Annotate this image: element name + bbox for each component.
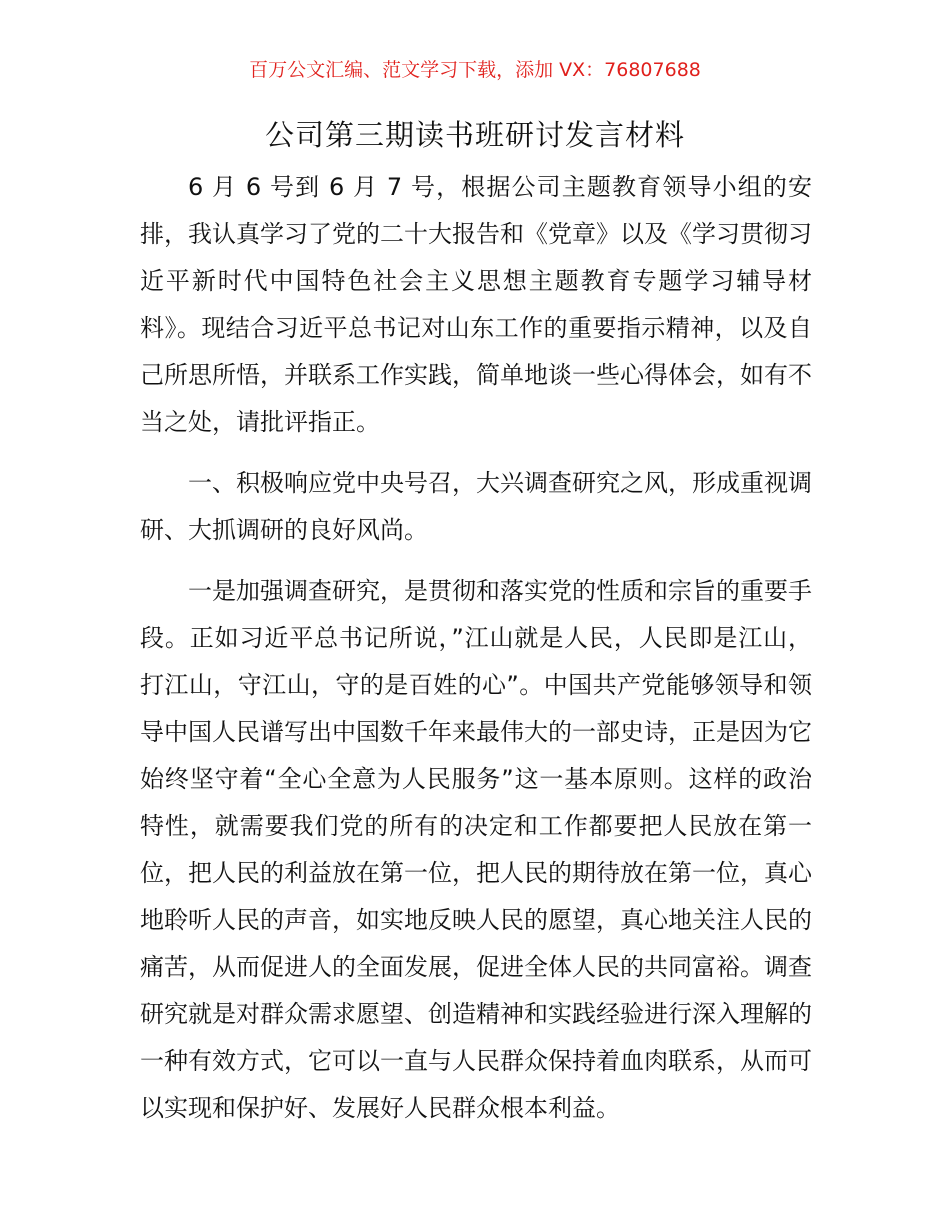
document-body xyxy=(140,164,812,1132)
document-title: 公司第三期读书班研讨发言材料 xyxy=(264,118,685,152)
paragraph-point-one: 一是加强调查研究，是贯彻和落实党的性质和宗旨的重要手段。正如习近平总书记所说，”江山就是人民，人民即是江山，打江山，守江山，守的是百姓的心”。中国共产党能够领导和领导中国人民谱写出中国数千年来最伟大的一部史诗，正是因为它始终坚守着“全心全意为人民服务”这一基本原则。这样的政治特性，就需要我们党的所有的决定和工作都要把人民放在第一位，把人民的利益放在第一位，把人民的期待放在第一位，真心地聆听人民的声音，如实地反映人民的愿望，真心地关注人民的痛苦，从而促进人的全面发展，促进全体人民的共同富裕。调查研究就是对群众需求愿望、创造精神和实践经验进行深入理解的一种有效方式，它可以一直与人民群众保持着血肉联系，从而可以实现和保护好、发展好人民群众根本利益。 xyxy=(140,577,812,1122)
header-banner: 百万公文汇编、范文学习下载，添加 VX：76807688 xyxy=(249,59,701,81)
paragraph-intro: 6 月 6 号到 6 月 7 号，根据公司主题教育领导小组的安排，我认真学习了党的二十大报告和《党章》以及《学习贯彻习近平新时代中国特色社会主义思想主题教育专题学习辅导材料》。现结合习近平总书记对山东工作的重要指示精神，以及自己所思所悟，并联系工作实践，简单地谈一些心得体会，如有不当之处，请批评指正。 xyxy=(140,173,812,436)
paragraph-section-heading: 一、积极响应党中央号召，大兴调查研究之风，形成重视调研、大抓调研的良好风尚。 xyxy=(140,469,812,544)
